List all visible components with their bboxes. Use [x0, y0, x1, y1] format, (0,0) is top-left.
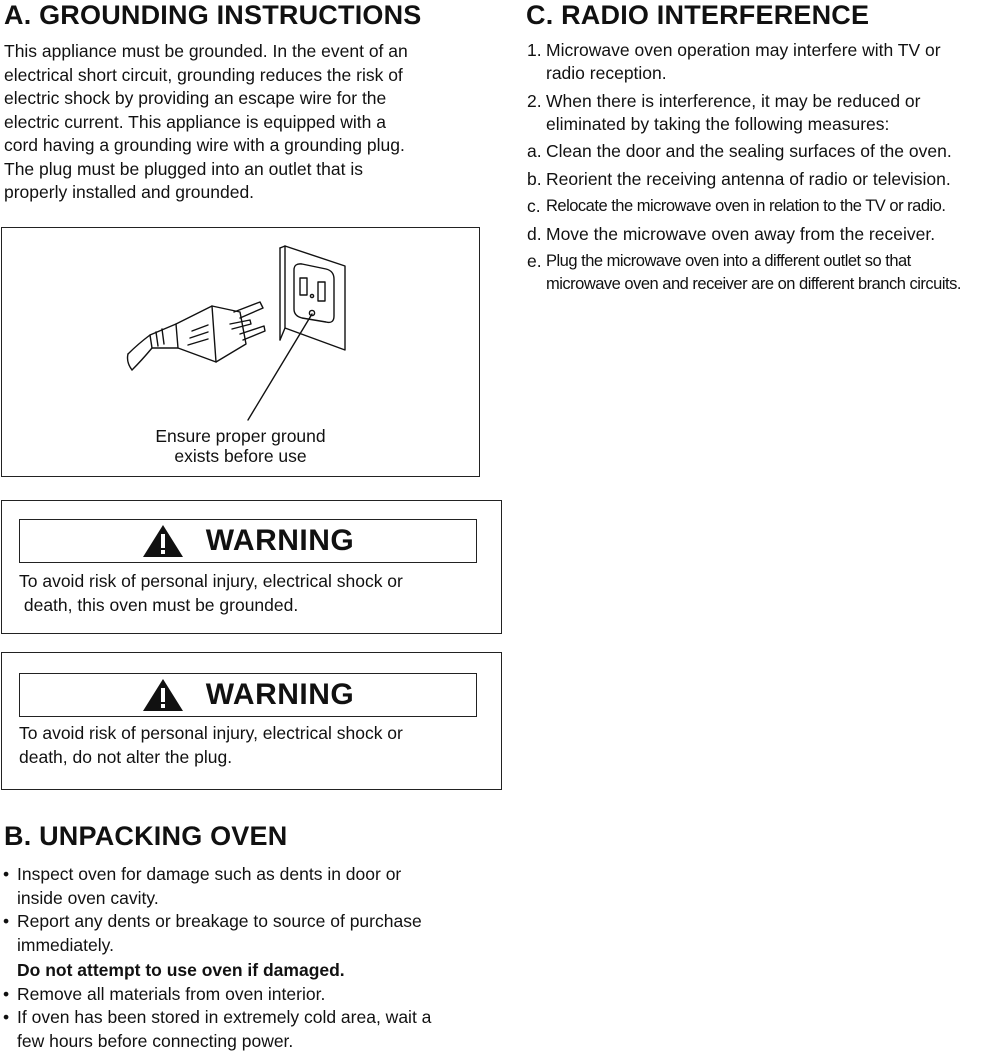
damage-warning-text: Do not attempt to use oven if damaged. [17, 960, 345, 980]
warning-label: WARNING [205, 524, 355, 557]
warning-text: To avoid risk of personal injury, electrical shock or death, do not alter the plug. [19, 723, 403, 767]
list-item: • Inspect oven for damage such as dents in door or inside oven cavity. [3, 864, 402, 908]
section-c-list [527, 39, 998, 301]
section-a-paragraph: This appliance must be grounded. In the event of an electrical short circuit, grounding reduces the risk of electric shock by providing an escape wire for the electric current. This appliance is equipped with a cord having a grounding wire with a grounding plug. The plug must be plugged into an outlet that is properly installed and grounded. [4, 41, 408, 202]
warning-label: WARNING [205, 678, 355, 711]
section-b-title: B. UNPACKING OVEN [4, 821, 288, 851]
list-item: d. Move the microwave oven away from the receiver. [527, 223, 936, 244]
list-item: • If oven has been stored in extremely cold area, wait a few hours before connecting power. [3, 1007, 432, 1051]
warning-box-plug [1, 652, 502, 790]
section-c-title: C. RADIO INTERFERENCE [526, 0, 870, 30]
list-item: • Report any dents or breakage to source of purchase immediately. Do not attempt to use oven if damaged. [3, 910, 431, 983]
section-b-list [3, 863, 431, 1053]
warning-text: To avoid risk of personal injury, electrical shock or death, this oven must be grounded. [19, 571, 403, 615]
list-item: a. Clean the door and the sealing surfaces of the oven. [527, 141, 952, 161]
list-item: 1. Microwave oven operation may interfere with TV or radio reception. [527, 40, 941, 83]
section-a-title: A. GROUNDING INSTRUCTIONS [4, 0, 422, 30]
warning-triangle-icon [142, 678, 184, 712]
list-item: • Remove all materials from oven interior. [3, 983, 326, 1004]
warning-banner [19, 673, 477, 717]
warning-banner [19, 519, 477, 563]
list-item: 2. When there is interference, it may be reduced or eliminated by taking the following measures: [527, 90, 921, 134]
list-item: b. Reorient the receiving antenna of radio or television. [527, 168, 951, 189]
warning-box-grounding [1, 500, 502, 634]
warning-triangle-icon [142, 524, 184, 558]
list-item: c. Relocate the microwave oven in relation to the TV or radio. [527, 196, 946, 216]
grounding-figure [1, 227, 480, 477]
figure-caption: Ensure proper ground exists before use [155, 426, 326, 466]
list-item: e. Plug the microwave oven into a different outlet so that microwave oven and receiver are on different branch circuits. [527, 251, 961, 293]
